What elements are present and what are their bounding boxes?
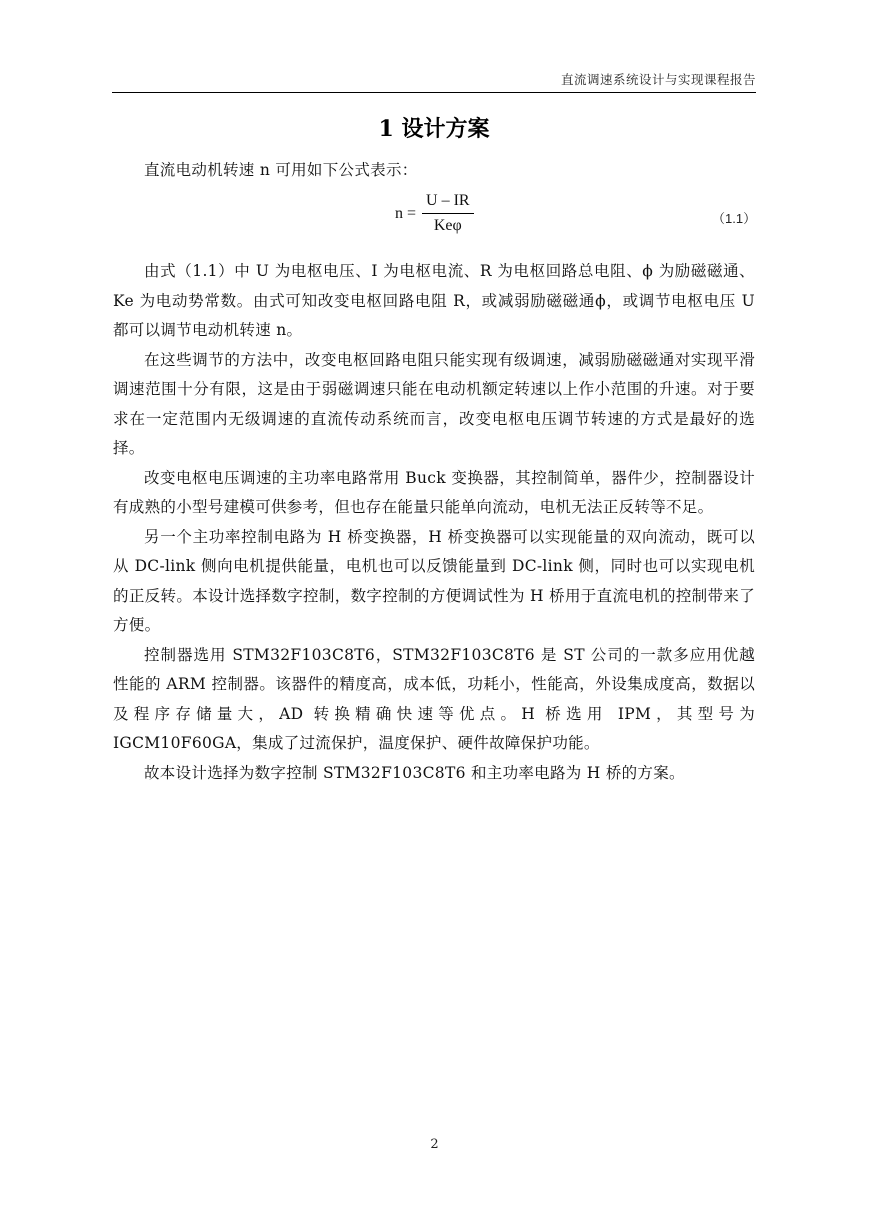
section-title: 1 设计方案 — [378, 116, 490, 142]
formula-fraction — [422, 192, 474, 235]
speed-formula — [395, 192, 474, 235]
header-rule — [112, 92, 756, 93]
intro-block — [113, 156, 755, 186]
formula-denominator: Keφ — [433, 217, 462, 234]
running-header: 直流调速系统设计与实现课程报告 — [560, 72, 756, 87]
formula-numerator: U – IR — [422, 192, 474, 214]
formula-lhs: n = — [395, 204, 417, 222]
paragraph: 故本设计选择为数字控制 STM32F103C8T6 和主功率电路为 H 桥的方案。 — [144, 763, 685, 782]
paragraph: 控制器选用 STM32F103C8T6，STM32F103C8T6 是 ST 公司的一款多应用优越性能的 ARM 控制器。该器件的精度高，成本低，功耗小，性能高，外设集成度高，数据以及程序存储量大，AD 转换精确快速等优点。H 桥选用 IPM，其型号为 IGCM10F60GA，集成了过流保护，温度保护、硬件故障保护功能。 — [113, 645, 755, 752]
equation-number: （1.1） — [712, 211, 757, 226]
page-number: 2 — [430, 1137, 439, 1152]
paragraph: 改变电枢电压调速的主功率电路常用 Buck 变换器，其控制简单，器件少，控制器设计有成熟的小型号建模可供参考，但也存在能量只能单向流动，电机无法正反转等不足。 — [113, 468, 755, 516]
paragraph: 在这些调节的方法中，改变电枢回路电阻只能实现有级调速，减弱励磁磁通对实现平滑调速范围十分有限，这是由于弱磁调速只能在电动机额定转速以上作小范围的升速。对于要求在一定范围内无级调速的直流传动系统而言，改变电枢电压调节转速的方式是最好的选择。 — [113, 350, 755, 457]
intro-paragraph: 直流电动机转速 n 可用如下公式表示： — [144, 161, 418, 179]
body-block — [113, 257, 755, 788]
paragraph: 另一个主功率控制电路为 H 桥变换器，H 桥变换器可以实现能量的双向流动，既可以从 DC-link 侧向电机提供能量，电机也可以反馈能量到 DC-link 侧，同时也可以实现电机的正反转。本设计选择数字控制，数字控制的方便调试性为 H 桥用于直流电机的控制带来了方便。 — [113, 527, 755, 634]
paragraph: 由式（1.1）中 U 为电枢电压、I 为电枢电流、R 为电枢回路总电阻、ϕ 为励磁磁通、Ke 为电动势常数。由式可知改变电枢回路电阻 R，或减弱励磁磁通ϕ，或调节电枢电压 U 都可以调节电动机转速 n。 — [113, 262, 755, 339]
